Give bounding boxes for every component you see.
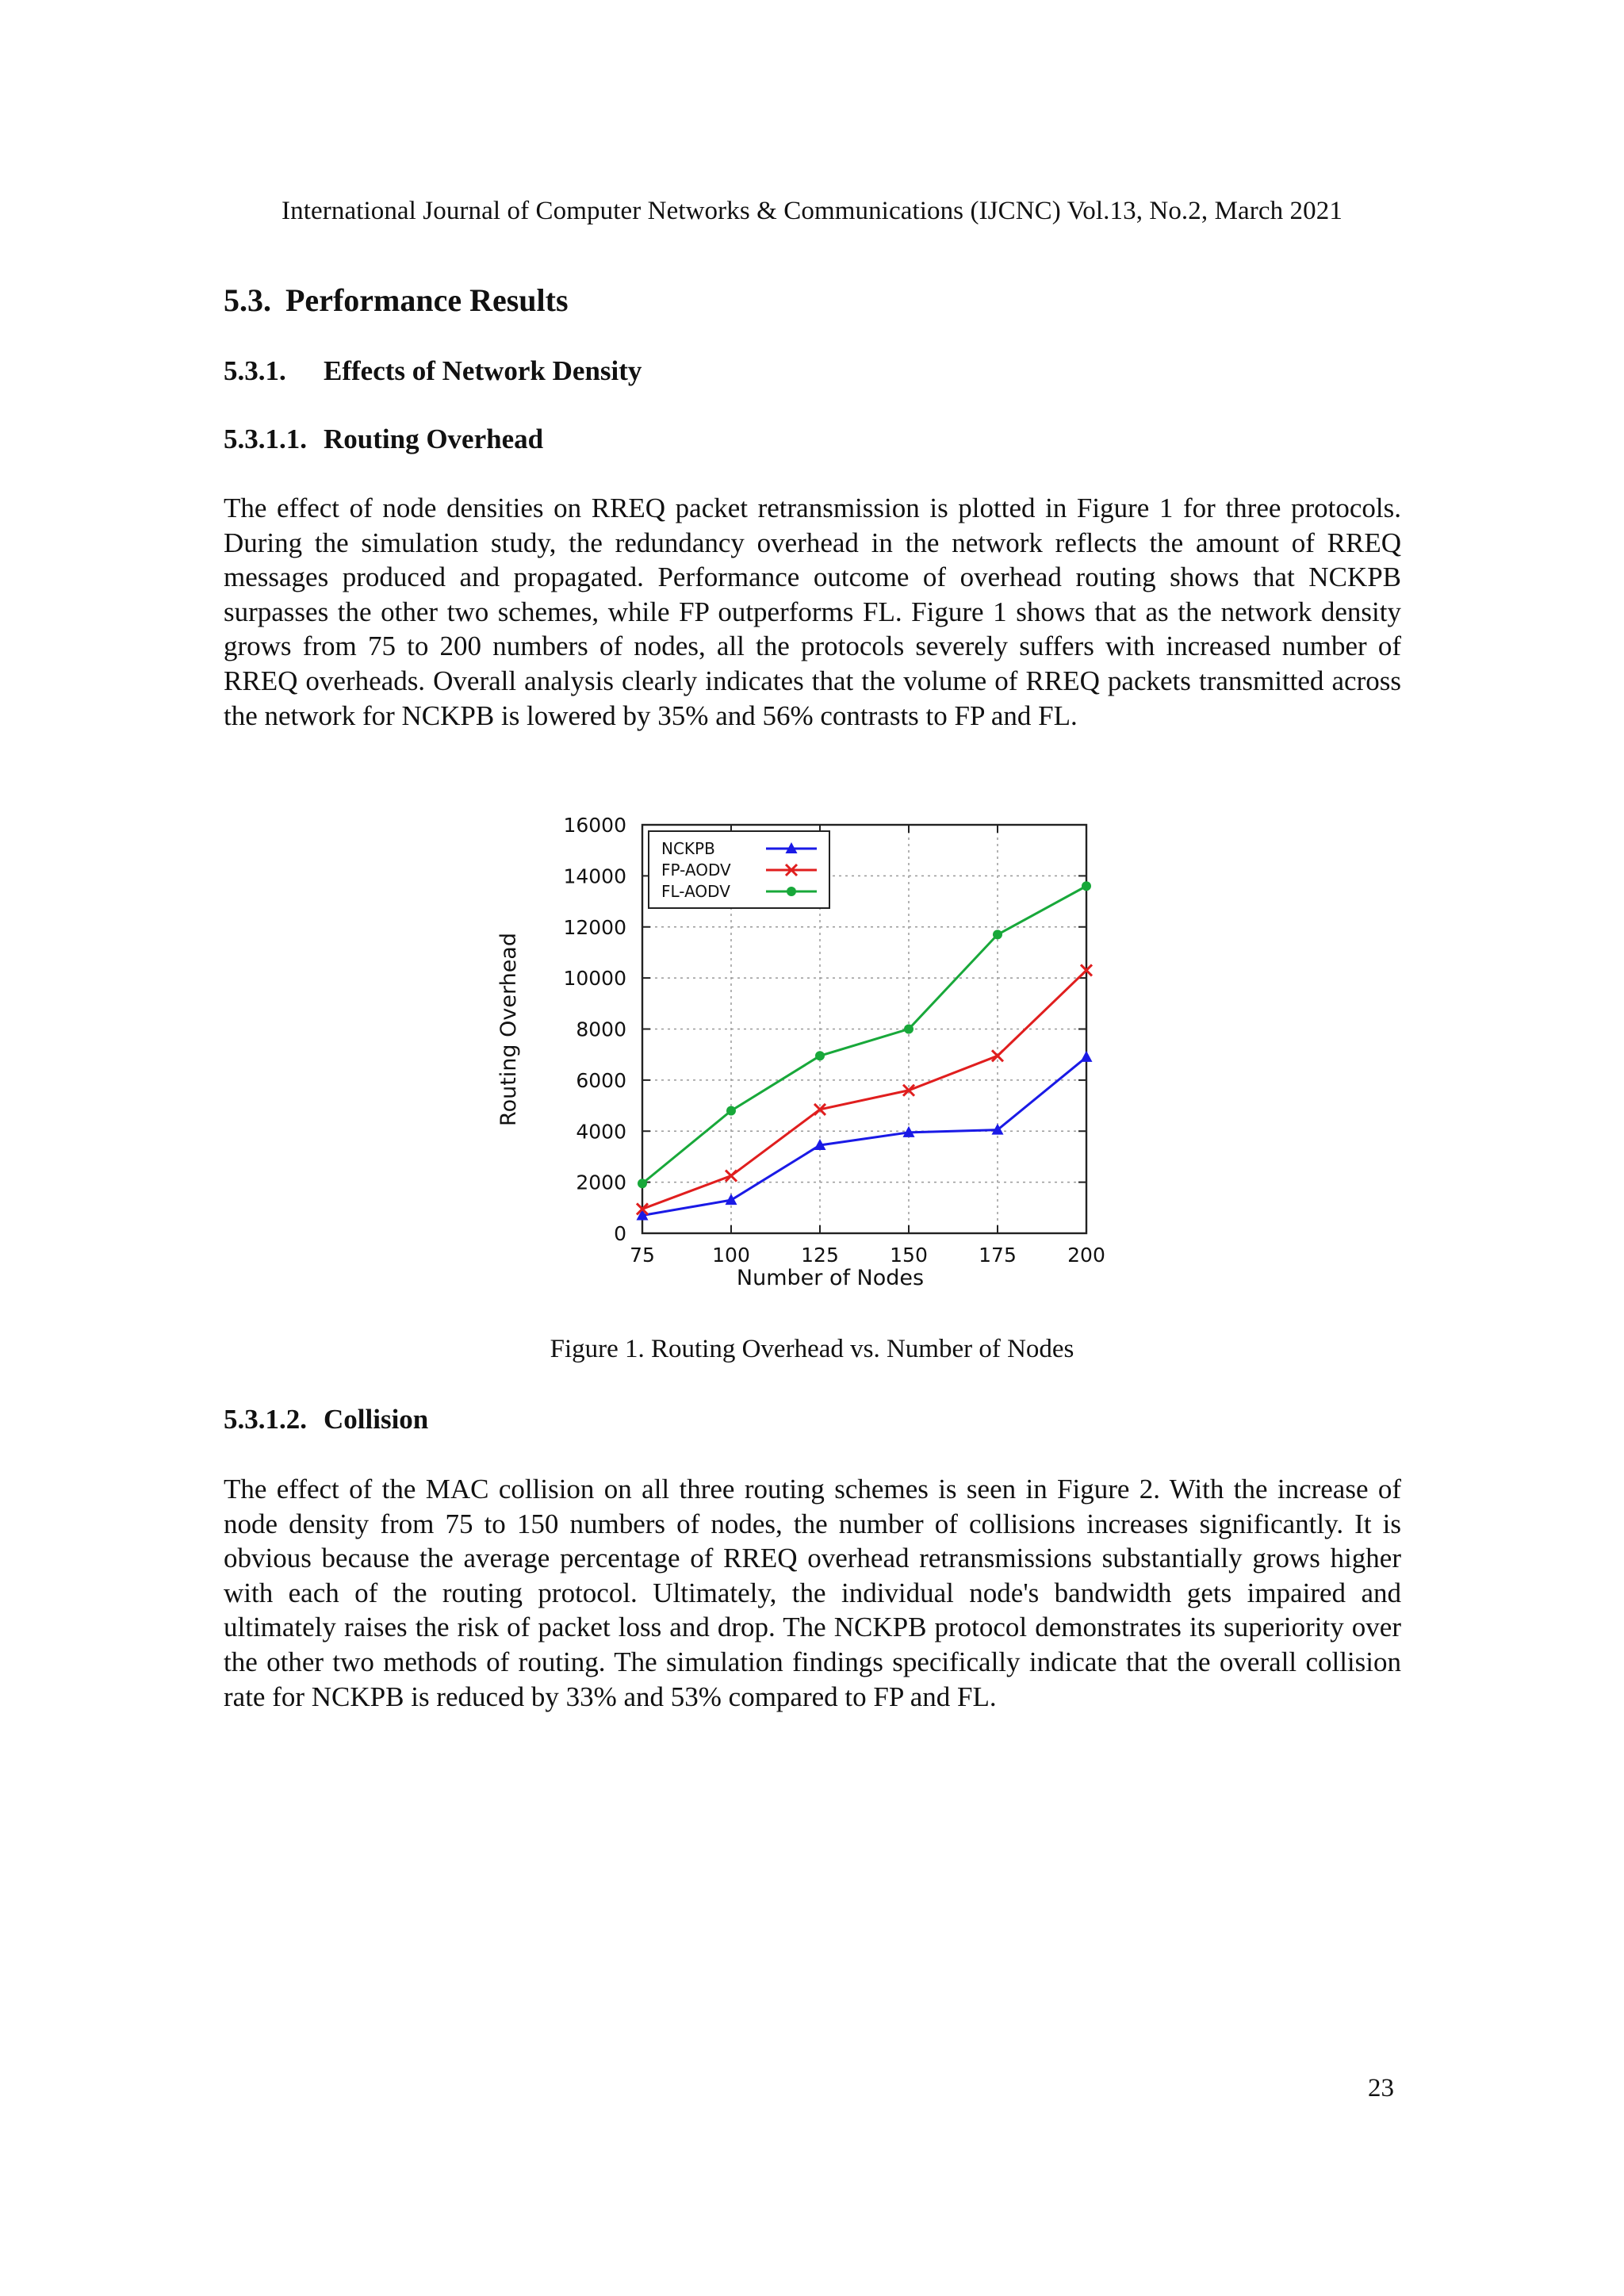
data-point-fl-aodv bbox=[904, 1025, 914, 1034]
data-point-fl-aodv bbox=[993, 930, 1002, 939]
x-tick-label: 100 bbox=[712, 1244, 750, 1267]
y-tick-label: 8000 bbox=[576, 1018, 626, 1041]
y-tick-label: 16000 bbox=[563, 814, 626, 837]
collision-heading bbox=[224, 1404, 428, 1435]
figure-caption: Figure 1. Routing Overhead vs. Number of Nodes bbox=[550, 1335, 1074, 1363]
legend-label-fl-aodv: FL-AODV bbox=[661, 882, 730, 901]
y-axis-label: Routing Overhead bbox=[496, 933, 521, 1126]
routing-overhead-heading bbox=[224, 424, 543, 455]
data-point-fl-aodv bbox=[1082, 881, 1091, 891]
routing-overhead-number: 5.3.1.1. bbox=[224, 424, 307, 454]
x-tick-label: 175 bbox=[979, 1244, 1017, 1267]
collision-title: Collision bbox=[324, 1404, 429, 1435]
collision-paragraph: The effect of the MAC collision on all three routing schemes is seen in Figure 2. With the increase of node density from 75 to 150 numbers of nodes, the number of collisions increases significantly. It is obvious because the average percentage of RREQ overhead retransmissions substantially grows higher with each of the routing protocol. Ultimately, the individual node's bandwidth gets impaired and ultimately raises the risk of packet loss and drop. The NCKPB protocol demonstrates its superiority over the other two methods of routing. The simulation findings specifically indicate that the overall collision rate for NCKPB is reduced by 33% and 53% compared to FP and FL. bbox=[224, 1474, 1401, 1712]
y-tick-label: 12000 bbox=[563, 915, 626, 939]
x-tick-label: 200 bbox=[1067, 1244, 1105, 1267]
legend-marker-fl-aodv bbox=[787, 887, 796, 896]
y-tick-label: 0 bbox=[614, 1222, 626, 1245]
subsection-number: 5.3.1. bbox=[224, 355, 286, 386]
y-tick-label: 4000 bbox=[576, 1120, 626, 1144]
section-title: Performance Results bbox=[285, 282, 569, 318]
data-point-fl-aodv bbox=[815, 1051, 825, 1060]
x-axis-label: Number of Nodes bbox=[736, 1266, 925, 1290]
y-tick-label: 14000 bbox=[563, 864, 626, 888]
y-tick-label: 6000 bbox=[576, 1068, 626, 1092]
subsection-heading bbox=[224, 355, 642, 387]
x-tick-label: 75 bbox=[630, 1244, 655, 1267]
legend-label-nckpb: NCKPB bbox=[661, 839, 715, 858]
running-header: International Journal of Computer Networks & Communications (IJCNC) Vol.13, No.2, March 2021 bbox=[282, 197, 1342, 225]
subsection-title: Effects of Network Density bbox=[324, 355, 642, 386]
collision-number: 5.3.1.2. bbox=[224, 1404, 307, 1435]
page-number: 23 bbox=[1368, 2074, 1394, 2102]
routing-overhead-chart bbox=[492, 801, 1142, 1309]
routing-overhead-paragraph: The effect of node densities on RREQ packet retransmission is plotted in Figure 1 for three protocols. During the simulation study, the redundancy overhead in the network reflects the amount of RREQ messages produced and propagated. Performance outcome of overhead routing shows that NCKPB surpasses the other two schemes, while FP outperforms FL. Figure 1 shows that as the network density grows from 75 to 200 numbers of nodes, all the protocols severely suffers with increased number of RREQ overheads. Overall analysis clearly indicates that the volume of RREQ packets transmitted across the network for NCKPB is lowered by 35% and 56% contrasts to FP and FL. bbox=[224, 493, 1401, 731]
x-tick-label: 150 bbox=[890, 1244, 928, 1267]
section-number: 5.3. bbox=[224, 282, 271, 318]
data-point-fl-aodv bbox=[726, 1106, 736, 1116]
data-point-fl-aodv bbox=[638, 1179, 647, 1188]
y-tick-label: 2000 bbox=[576, 1171, 626, 1194]
y-tick-label: 10000 bbox=[563, 967, 626, 991]
section-heading bbox=[224, 282, 569, 319]
routing-overhead-title: Routing Overhead bbox=[324, 424, 544, 454]
legend-label-fp-aodv: FP-AODV bbox=[661, 861, 731, 880]
x-tick-label: 125 bbox=[801, 1244, 839, 1267]
figure-1 bbox=[492, 801, 1142, 1313]
